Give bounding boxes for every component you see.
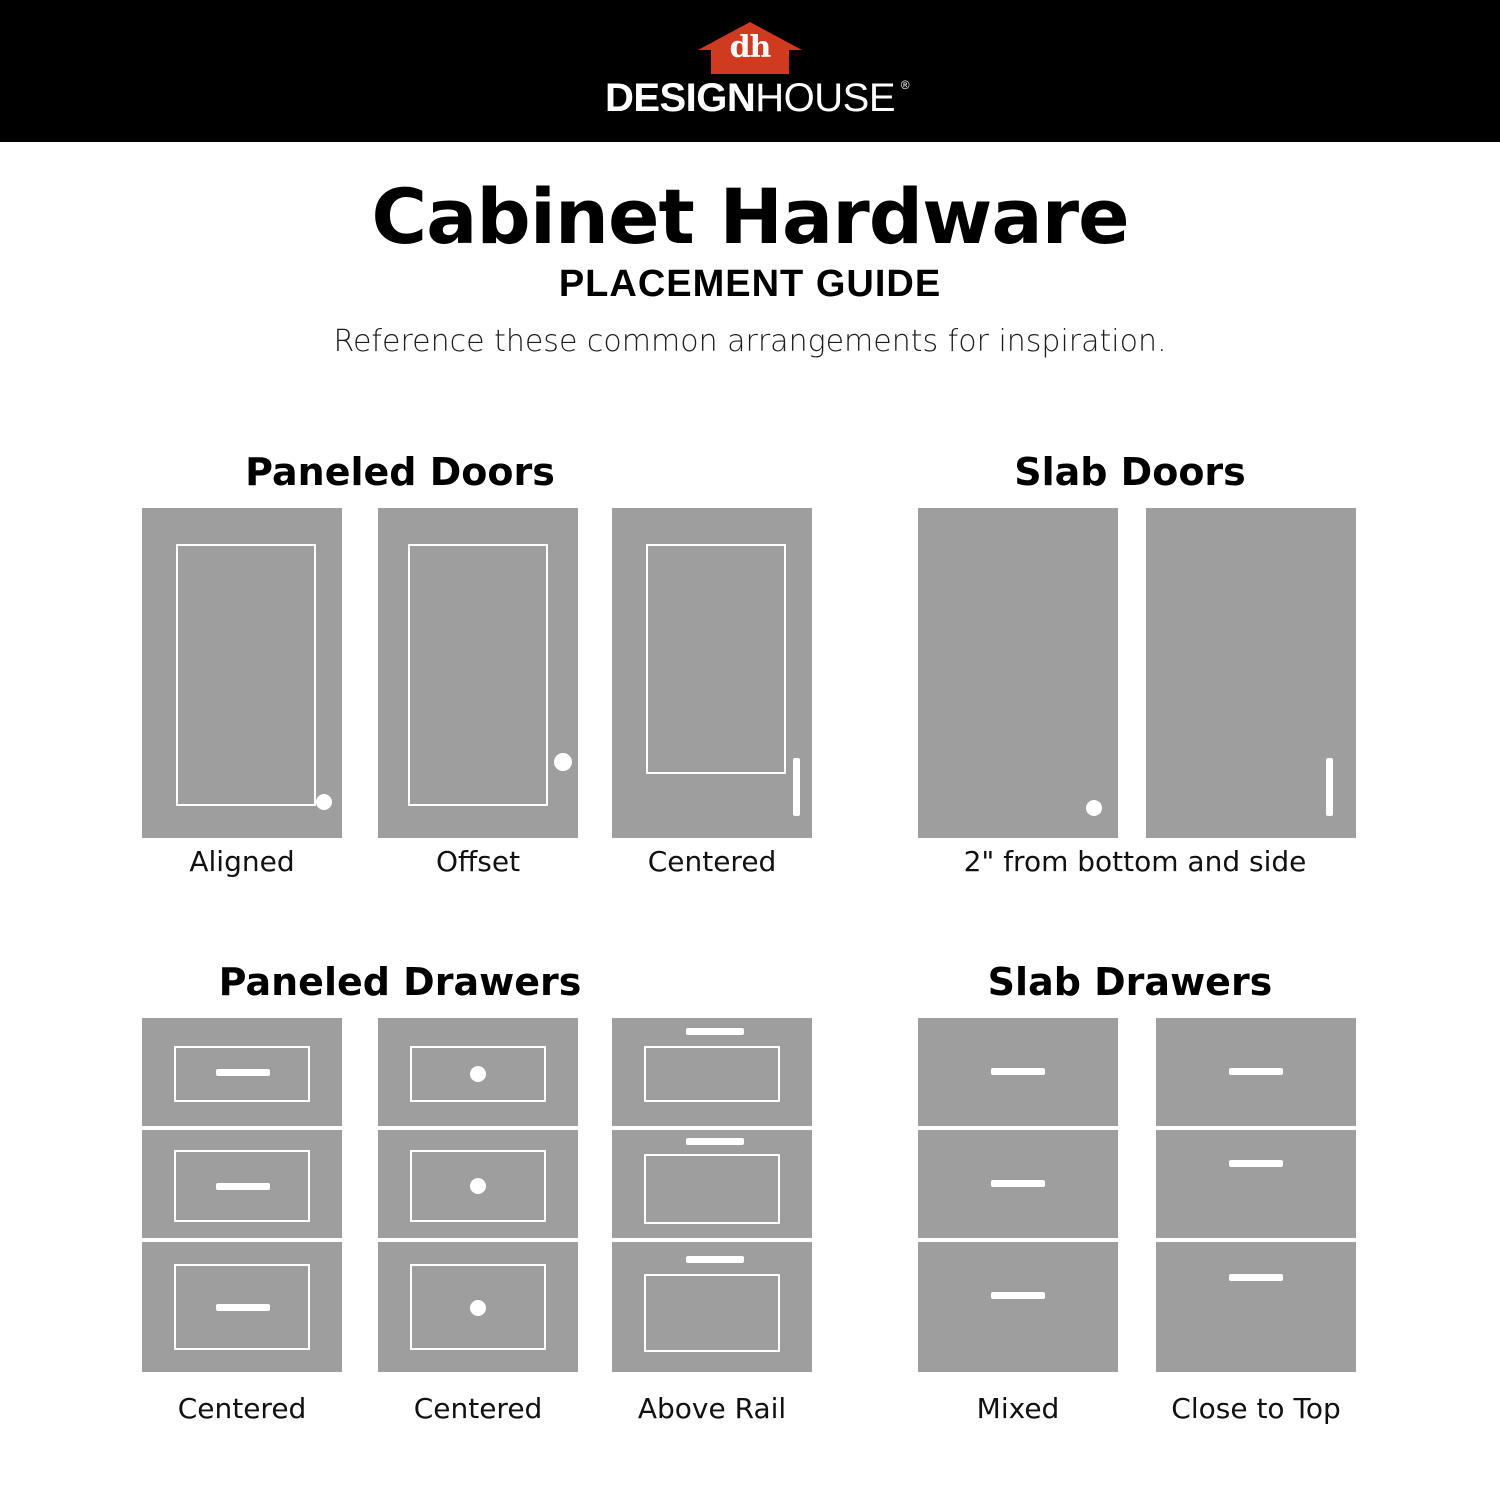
registered-mark: ® xyxy=(900,77,910,92)
caption-paneled-offset: Offset xyxy=(435,845,521,878)
knob-icon xyxy=(470,1066,486,1082)
horizontal-pull-icon xyxy=(686,1028,744,1035)
caption-slab-drawers-mixed: Mixed xyxy=(976,1392,1060,1425)
horizontal-pull-icon xyxy=(216,1183,270,1190)
knob-icon xyxy=(470,1178,486,1194)
cabinet-drawer-paneled-centered-1 xyxy=(142,1018,342,1126)
cabinet-drawer-above-rail-3 xyxy=(612,1242,812,1372)
cabinet-drawer-paneled-knob-1 xyxy=(378,1018,578,1126)
knob-icon xyxy=(316,794,332,810)
cabinet-drawer-above-rail-1 xyxy=(612,1018,812,1126)
drawer-panel-frame xyxy=(644,1154,780,1224)
section-heading-paneled-doors: Paneled Doors xyxy=(245,450,555,494)
cabinet-drawer-slab-top-2 xyxy=(1156,1130,1356,1238)
horizontal-pull-icon xyxy=(991,1292,1045,1299)
horizontal-pull-icon xyxy=(216,1304,270,1311)
page-tagline: Reference these common arrangements for inspiration. xyxy=(333,324,1167,359)
drawer-panel-frame xyxy=(644,1274,780,1352)
cabinet-drawer-slab-mixed-2 xyxy=(918,1130,1118,1238)
horizontal-pull-icon xyxy=(216,1069,270,1076)
cabinet-door-paneled-centered xyxy=(612,508,812,838)
page-title: Cabinet Hardware xyxy=(371,172,1129,261)
vertical-pull-icon xyxy=(793,758,800,816)
logo-initials: dh xyxy=(729,29,771,65)
caption-paneled-centered: Centered xyxy=(647,845,777,878)
caption-slab-drawers-close-to-top: Close to Top xyxy=(1171,1392,1341,1425)
knob-icon xyxy=(470,1300,486,1316)
cabinet-door-slab-knob xyxy=(918,508,1118,838)
title-block xyxy=(0,172,1500,359)
caption-paneled-drawers-centered-knob: Centered xyxy=(413,1392,543,1425)
section-heading-slab-doors: Slab Doors xyxy=(1014,450,1246,494)
cabinet-drawer-paneled-centered-3 xyxy=(142,1242,342,1372)
knob-icon xyxy=(554,753,572,771)
page-subtitle: PLACEMENT GUIDE xyxy=(558,263,942,305)
horizontal-pull-icon xyxy=(1229,1160,1283,1167)
door-panel-frame xyxy=(176,544,316,806)
caption-paneled-drawers-above-rail: Above Rail xyxy=(637,1392,787,1425)
section-heading-paneled-drawers: Paneled Drawers xyxy=(218,960,582,1004)
cabinet-door-paneled-offset xyxy=(378,508,578,838)
caption-paneled-aligned: Aligned xyxy=(189,845,295,878)
horizontal-pull-icon xyxy=(991,1068,1045,1075)
door-panel-frame xyxy=(646,544,786,774)
cabinet-door-paneled-aligned xyxy=(142,508,342,838)
cabinet-drawer-paneled-centered-2 xyxy=(142,1130,342,1238)
knob-icon xyxy=(1086,800,1102,816)
horizontal-pull-icon xyxy=(686,1256,744,1263)
cabinet-drawer-paneled-knob-2 xyxy=(378,1130,578,1238)
brand-name-bold: DESIGN xyxy=(604,75,756,120)
cabinet-drawer-slab-top-3 xyxy=(1156,1242,1356,1372)
cabinet-drawer-slab-mixed-3 xyxy=(918,1242,1118,1372)
brand-wordmark xyxy=(604,75,910,121)
caption-paneled-drawers-centered-pull: Centered xyxy=(177,1392,307,1425)
cabinet-drawer-slab-top-1 xyxy=(1156,1018,1356,1126)
vertical-pull-icon xyxy=(1326,758,1333,816)
horizontal-pull-icon xyxy=(686,1138,744,1145)
brand-logo xyxy=(604,22,910,121)
drawer-panel-frame xyxy=(644,1046,780,1102)
horizontal-pull-icon xyxy=(991,1180,1045,1187)
cabinet-drawer-above-rail-2 xyxy=(612,1130,812,1238)
brand-name-light: HOUSE xyxy=(755,75,896,120)
cabinet-drawer-slab-mixed-1 xyxy=(918,1018,1118,1126)
horizontal-pull-icon xyxy=(1229,1274,1283,1281)
horizontal-pull-icon xyxy=(1229,1068,1283,1075)
brand-header-bar xyxy=(0,0,1500,142)
door-panel-frame xyxy=(408,544,548,806)
cabinet-drawer-paneled-knob-3 xyxy=(378,1242,578,1372)
section-heading-slab-drawers: Slab Drawers xyxy=(987,960,1273,1004)
cabinet-door-slab-pull xyxy=(1146,508,1356,838)
caption-slab-doors: 2" from bottom and side xyxy=(963,845,1307,878)
house-logo-icon xyxy=(698,22,802,74)
